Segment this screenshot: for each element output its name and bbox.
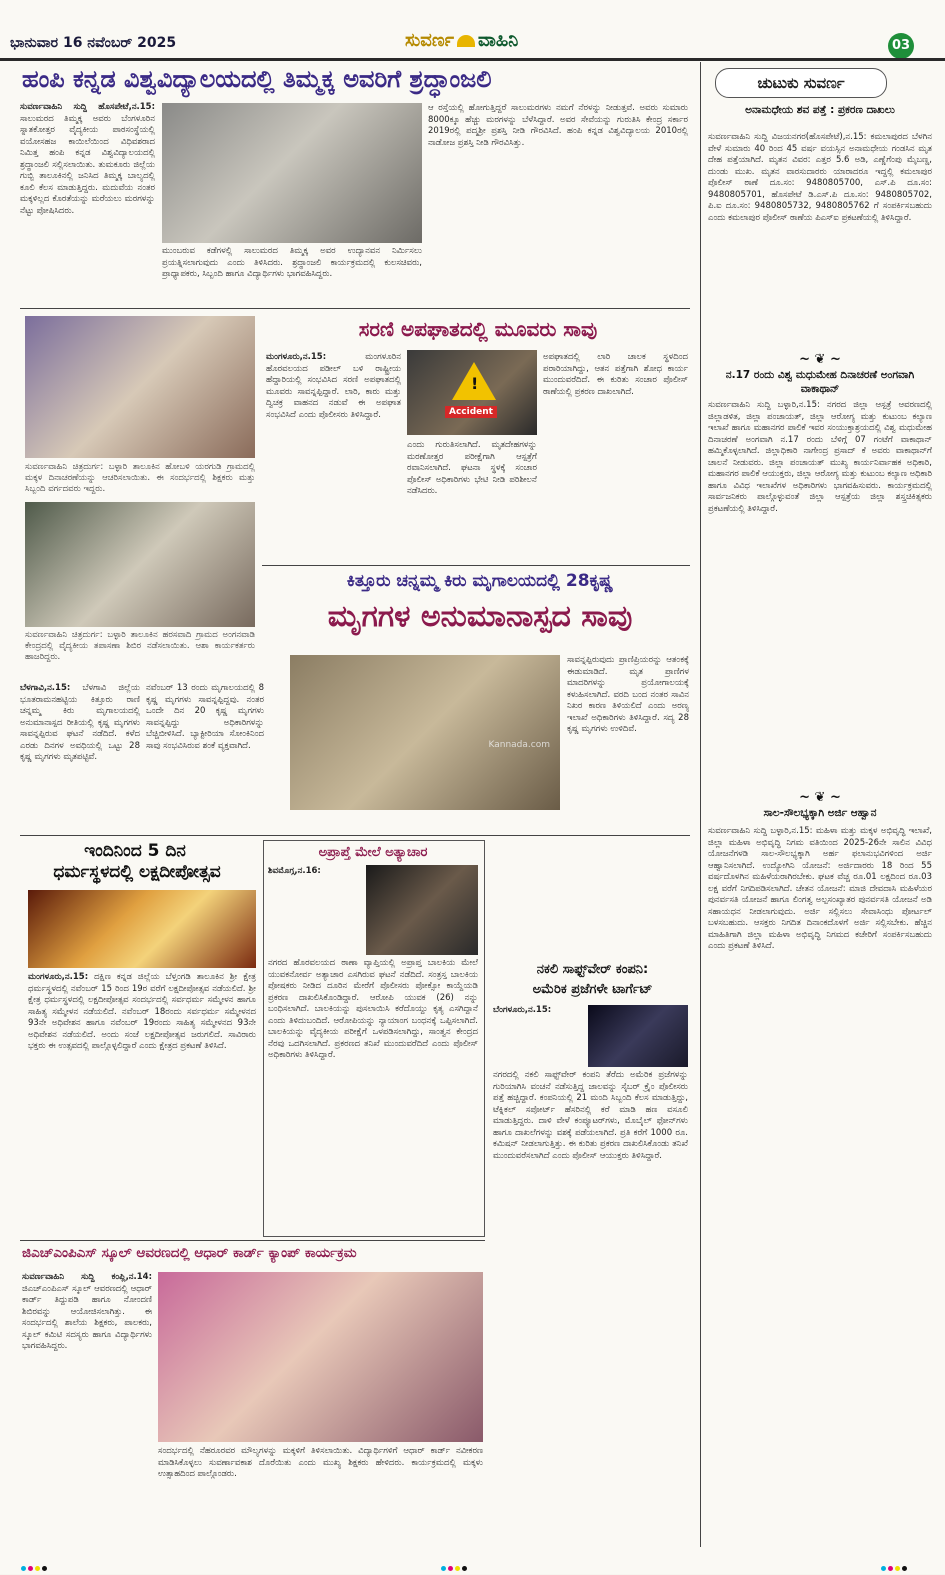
aadhaar-headline: ಜಿಎಚ್‌ಎಂಪಿಎಸ್ ಸ್ಕೂಲ್ ಆವರಣದಲ್ಲಿ ಆಧಾರ್ ಕಾರ್ಡ್ ಕ್ಯಾಂಪ್ ಕಾರ್ಯಕ್ರಮ <box>22 1245 357 1261</box>
accident-headline: ಸರಣಿ ಅಪಘಾತದಲ್ಲಿ ಮೂವರು ಸಾವು <box>358 317 598 341</box>
children-day-caption: ಸುವರ್ಣವಾಹಿನಿ ಚಿತ್ರದುರ್ಗ: ಬಳ್ಳಾರಿ ತಾಲೂಕಿನ ಹೋಬಳಿ ಯರಗುಡಿ ಗ್ರಾಮದಲ್ಲಿ ಮಕ್ಕಳ ದಿನಾಚರಣೆಯನ್ನು ಆಚರಿಸಲಾಯಿತು. ಈ ಸಂದರ್ಭದಲ್ಲಿ ಶಿಕ್ಷಕರು ಮತ್ತು ಸಿಬ್ಬಂದಿ ವರ್ಗದವರು ಇದ್ದರು. <box>25 462 255 494</box>
hampi-body-left <box>20 102 155 302</box>
logo-right: ವಾಹಿನಿ <box>477 30 519 51</box>
children-day-photo <box>25 316 255 458</box>
software-body: ನಗರದಲ್ಲಿ ನಕಲಿ ಸಾಫ್ಟ್‌ವೇರ್ ಕಂಪನಿ ತೆರೆದು ಅಮೆರಿಕ ಪ್ರಜೆಗಳನ್ನು ಗುರಿಯಾಗಿಸಿ ವಂಚನೆ ನಡೆಸುತ್ತಿದ್ದ ಜಾಲವನ್ನು ಸೈಬರ್ ಕ್ರೈಂ ಪೊಲೀಸರು ಪತ್ತೆ ಹಚ್ಚಿದ್ದಾರೆ. ಕಂಪನಿಯಲ್ಲಿ 21 ಮಂದಿ ಸಿಬ್ಬಂದಿ ಕೆಲಸ ಮಾಡುತ್ತಿದ್ದು, ಟೆಕ್ನಿಕಲ್ ಸಪೋರ್ಟ್ ಹೆಸರಿನಲ್ಲಿ ಕರೆ ಮಾಡಿ ಹಣ ವಸೂಲಿ ಮಾಡುತ್ತಿದ್ದರು. ದಾಳಿ ವೇಳೆ ಕಂಪ್ಯೂಟರ್‌ಗಳು, ಮೊಬೈಲ್ ಫೋನ್‌ಗಳು ಹಾಗೂ ದಾಖಲೆಗಳನ್ನು ವಶಕ್ಕೆ ಪಡೆಯಲಾಗಿದೆ. ಪ್ರತಿ ಕರೆಗೆ 1000 ರೂ. ಕಮಿಷನ್ ನೀಡಲಾಗುತ್ತಿತ್ತು. ಈ ಕುರಿತು ಪ್ರಕರಣ ದಾಖಲಿಸಿಕೊಂಡು ತನಿಖೆ ಮುಂದುವರೆಸಲಾಗಿದೆ ಎಂದು ಪೊಲೀಸ್ ಆಯುಕ್ತರು ತಿಳಿಸಿದ್ದಾರೆ. <box>493 1070 688 1161</box>
logo-left: ಸುವರ್ಣ <box>405 30 454 51</box>
sidebar-divider <box>700 62 701 1547</box>
lakshadeepa-body <box>28 972 256 1234</box>
lakshadeepa-headline-1: ಇಂದಿನಿಂದ 5 ದಿನ <box>84 841 186 861</box>
sidebar-heading: ಚುಟುಕು ಸುವರ್ಣ <box>715 68 887 98</box>
health-camp-caption: ಸುವರ್ಣವಾಹಿನಿ ಚಿತ್ರದುರ್ಗ: ಬಳ್ಳಾರಿ ತಾಲೂಕಿನ ಹರಸವಾದಿ ಗ್ರಾಮದ ಅಂಗನವಾಡಿ ಕೇಂದ್ರದಲ್ಲಿ ವೈದ್ಯಕೀಯ ತಪಾಸಣಾ ಶಿಬಿರ ನಡೆಸಲಾಯಿತು. ಆಶಾ ಕಾರ್ಯಕರ್ತರು ಹಾಜರಿದ್ದರು. <box>25 630 255 662</box>
print-register-marks <box>20 1556 48 1575</box>
divider <box>20 1240 485 1241</box>
page-number: 03 <box>888 33 914 59</box>
accident-body-mid: ಎಂದು ಗುರುತಿಸಲಾಗಿದೆ. ಮೃತದೇಹಗಳನ್ನು ಮರಣೋತ್ತರ ಪರೀಕ್ಷೆಗಾಗಿ ಆಸ್ಪತ್ರೆಗೆ ರವಾನಿಸಲಾಗಿದೆ. ಘಟನಾ ಸ್ಥಳಕ್ಕೆ ಸಂಚಾರ ಪೊಲೀಸ್ ಅಧಿಕಾರಿಗಳು ಭೇಟಿ ನೀಡಿ ಪರಿಶೀಲನೆ ನಡೆಸಿದರು. <box>407 440 537 496</box>
sidebar-item-2-title: ನ.17 ರಂದು ವಿಶ್ವ ಮಧುಮೇಹ ದಿನಾಚರಣೆ ಅಂಗವಾಗಿ ವಾಕಾಥಾನ್ <box>725 369 915 395</box>
photo-watermark: Kannada.com <box>488 740 550 750</box>
ornament-divider: ~ ❦ ~ <box>799 790 841 805</box>
minor-body-top <box>268 866 363 956</box>
lakshadeepa-text: ದಕ್ಷಿಣ ಕನ್ನಡ ಜಿಲ್ಲೆಯ ಬೆಳ್ತಂಗಡಿ ತಾಲೂಕಿನ ಶ್ರೀ ಕ್ಷೇತ್ರ ಧರ್ಮಸ್ಥಳದಲ್ಲಿ ನವೆಂಬರ್ 15 ರಿಂದ 19ರ ವರೆಗೆ ಲಕ್ಷದೀಪೋತ್ಸವ ನಡೆಯಲಿದೆ. ಶ್ರೀ ಕ್ಷೇತ್ರ ಧರ್ಮಸ್ಥಳದಲ್ಲಿ ಲಕ್ಷದೀಪೋತ್ಸವ ಸಂದರ್ಭದಲ್ಲಿ ಸರ್ವಧರ್ಮ ಸಮ್ಮೇಳನ ಹಾಗೂ ಸಾಹಿತ್ಯ ಸಮ್ಮೇಳನ ನಡೆಯಲಿದೆ. ನವೆಂಬರ್ 18ರಂದು ಸರ್ವಧರ್ಮ ಸಮ್ಮೇಳನದ 93ನೇ ಅಧಿವೇಶನ ಹಾಗೂ ನವೆಂಬರ್ 19ರಂದು ಸಾಹಿತ್ಯ ಸಮ್ಮೇಳನದ 93ನೇ ಅಧಿವೇಶನ ನಡೆಯಲಿದೆ. ಅಂದು ಸಂಜೆ ಲಕ್ಷದೀಪೋತ್ಸವ ಜರುಗಲಿದೆ. ಸಾವಿರಾರು ಭಕ್ತರು ಈ ಉತ್ಸವದಲ್ಲಿ ಪಾಲ್ಗೊಳ್ಳಲಿದ್ದಾರೆ ಎಂದು ಕ್ಷೇತ್ರದ ಪ್ರಕಟಣೆ ತಿಳಿಸಿದೆ. <box>28 972 256 1051</box>
minor-headline: ಅಪ್ರಾಪ್ತೆ ಮೇಲೆ ಅತ್ಯಾಚಾರ <box>318 845 428 860</box>
aadhaar-photo <box>158 1272 483 1442</box>
hampi-headline: ಹಂಪಿ ಕನ್ನಡ ವಿಶ್ವವಿದ್ಯಾಲಯದಲ್ಲಿ ತಿಮ್ಮಕ್ಕ ಅವರಿಗೆ ಶ್ರದ್ಧಾಂಜಲಿ <box>22 65 492 93</box>
accident-photo <box>407 350 537 435</box>
divider <box>20 835 690 836</box>
aadhaar-body-right: ಸಂದರ್ಭದಲ್ಲಿ ನೆಹರೂರವರ ಮೌಲ್ಯಗಳನ್ನು ಮಕ್ಕಳಿಗೆ ತಿಳಿಸಲಾಯಿತು. ವಿದ್ಯಾರ್ಥಿಗಳಿಗೆ ಆಧಾರ್ ಕಾರ್ಡ್ ನವೀಕರಣ ಮಾಡಿಸಿಕೊಳ್ಳಲು ಸುವರ್ಣಾವಕಾಶ ದೊರೆಯಿತು ಎಂದು ಮುಖ್ಯ ಶಿಕ್ಷಕರು ಹೇಳಿದರು. ಕಾರ್ಯಕ್ರಮದಲ್ಲಿ ಮಕ್ಕಳು ಉತ್ಸಾಹದಿಂದ ಪಾಲ್ಗೊಂಡರು. <box>158 1446 483 1479</box>
kittur-body-right: ಸಾವನ್ನಪ್ಪಿರುವುದು ಪ್ರಾಣಿಪ್ರಿಯರನ್ನು ಆತಂಕಕ್ಕೆ ಈಡುಮಾಡಿದೆ. ಮೃತ ಪ್ರಾಣಿಗಳ ಮಾದರಿಗಳನ್ನು ಪ್ರಯೋಗಾಲಯಕ್ಕೆ ಕಳುಹಿಸಲಾಗಿದೆ. ವರದಿ ಬಂದ ನಂತರ ಸಾವಿನ ನಿಖರ ಕಾರಣ ತಿಳಿಯಲಿದೆ ಎಂದು ಅರಣ್ಯ ಇಲಾಖೆ ಅಧಿಕಾರಿಗಳು ತಿಳಿಸಿದ್ದಾರೆ. ಸದ್ಯ 28 ಕೃಷ್ಣ ಮೃಗಗಳು ಉಳಿದಿವೆ. <box>567 655 689 734</box>
masthead-logo <box>405 30 518 52</box>
software-headline-1: ನಕಲಿ ಸಾಫ್ಟ್‌ವೇರ್ ಕಂಪನಿ: <box>536 962 649 977</box>
sidebar-item-3-body: ಸುವರ್ಣವಾಹಿನಿ ಸುದ್ದಿ ಬಳ್ಳಾರಿ,ನ.15: ಮಹಿಳಾ ಮತ್ತು ಮಕ್ಕಳ ಅಭಿವೃದ್ಧಿ ಇಲಾಖೆ, ಜಿಲ್ಲಾ ಮಹಿಳಾ ಅಭಿವೃದ್ಧಿ ನಿಗಮ ವತಿಯಿಂದ 2025-26ನೇ ಸಾಲಿನ ವಿವಿಧ ಯೋಜನೆಗಳಡಿ ಸಾಲ-ಸೌಲಭ್ಯಕ್ಕಾಗಿ ಅರ್ಹ ಫಲಾನುಭವಿಗಳಿಂದ ಅರ್ಜಿ ಆಹ್ವಾನಿಸಲಾಗಿದೆ. ಉದ್ಯೋಗಿನಿ ಯೋಜನೆ: ಅರ್ಜಿದಾರರು 18 ರಿಂದ 55 ವರ್ಷದೊಳಗಿನ ಮಹಿಳೆಯರಾಗಿರಬೇಕು. ಘಟಕ ವೆಚ್ಚ ರೂ.01 ಲಕ್ಷದಿಂದ ರೂ.03 ಲಕ್ಷ ವರೆಗೆ ನಿಗದಿಪಡಿಸಲಾಗಿದೆ. ಚೇತನ ಯೋಜನೆ: ಮಾಜಿ ದೇವದಾಸಿ ಮಹಿಳೆಯರ ಪುನರ್ವಸತಿ ಯೋಜನೆ ಹಾಗೂ ಲಿಂಗತ್ವ ಅಲ್ಪಸಂಖ್ಯಾತರ ಪುನರ್ವಸತಿ ಯೋಜನೆ ಅಡಿ ಸಹಾಯಧನ ನೀಡಲಾಗುವುದು. ಅರ್ಜಿ ಸಲ್ಲಿಸಲು ಸೇವಾಸಿಂಧು ಪೋರ್ಟಲ್ ಬಳಸಬಹುದು. ಆಸಕ್ತರು ನಿಗದಿತ ದಿನಾಂಕದೊಳಗೆ ಅರ್ಜಿ ಸಲ್ಲಿಸಬೇಕು. ಹೆಚ್ಚಿನ ಮಾಹಿತಿಗಾಗಿ ಜಿಲ್ಲಾ ಮಹಿಳಾ ಅಭಿವೃದ್ಧಿ ನಿಗಮದ ಕಚೇರಿಗೆ ಸಂಪರ್ಕಿಸಬಹುದು ಎಂದು ಪ್ರಕಟಣೆ ತಿಳಿಸಿದೆ. <box>708 826 932 951</box>
health-camp-photo <box>25 502 255 627</box>
accident-dateline: ಮಂಗಳೂರು,ನ.15: <box>266 352 327 362</box>
divider <box>20 308 690 309</box>
software-dateline: ಬೆಂಗಳೂರು,ನ.15: <box>493 1005 552 1015</box>
ornament-divider: ~ ❦ ~ <box>799 352 841 367</box>
minor-photo <box>366 865 478 955</box>
print-register-marks <box>880 1556 908 1575</box>
header-rule <box>0 58 945 61</box>
sidebar-item-1-title: ಅನಾಮಧೇಯ ಶವ ಪತ್ತೆ : ಪ್ರಕರಣ ದಾಖಲು <box>745 104 895 116</box>
hampi-body-mid: ಮುಂಬರುವ ಕಡೆಗಳಲ್ಲಿ ಸಾಲುಮರದ ತಿಮ್ಮಕ್ಕ ಅವರ ಉದ್ಯಾನವನ ನಿರ್ಮಿಸಲು ಪ್ರಯತ್ನಿಸಲಾಗುವುದು ಎಂದು ತಿಳಿಸಿದರು. ಶ್ರದ್ಧಾಂಜಲಿ ಕಾರ್ಯಕ್ರಮದಲ್ಲಿ ಕುಲಸಚಿವರು, ಪ್ರಾಧ್ಯಾಪಕರು, ಸಿಬ್ಬಂದಿ ಹಾಗೂ ವಿದ್ಯಾರ್ಥಿಗಳು ಭಾಗವಹಿಸಿದ್ದರು. <box>162 246 422 279</box>
sidebar-item-2-body: ಸುವರ್ಣವಾಹಿನಿ ಸುದ್ದಿ ಬಳ್ಳಾರಿ,ನ.15: ನಗರದ ಜಿಲ್ಲಾ ಆಸ್ಪತ್ರೆ ಆವರಣದಲ್ಲಿ ಜಿಲ್ಲಾಡಳಿತ, ಜಿಲ್ಲಾ ಪಂಚಾಯತ್, ಜಿಲ್ಲಾ ಆರೋಗ್ಯ ಮತ್ತು ಕುಟುಂಬ ಕಲ್ಯಾಣ ಇಲಾಖೆ ಹಾಗೂ ಮಹಾನಗರ ಪಾಲಿಕೆ ಇವರ ಸಂಯುಕ್ತಾಶ್ರಯದಲ್ಲಿ ವಿಶ್ವ ಮಧುಮೇಹ ದಿನಾಚರಣೆ ಅಂಗವಾಗಿ ನ.17 ರಂದು ಬೆಳಿಗ್ಗೆ 07 ಗಂಟೆಗೆ ವಾಕಾಥಾನ್ ಹಮ್ಮಿಕೊಳ್ಳಲಾಗಿದೆ. ಜಿಲ್ಲಾಧಿಕಾರಿ ನಾಗೇಂದ್ರ ಪ್ರಸಾದ್ ಕೆ ಅವರು ವಾಕಾಥಾನ್‌ಗೆ ಚಾಲನೆ ನೀಡುವರು. ಜಿಲ್ಲಾ ಪಂಚಾಯತ್ ಮುಖ್ಯ ಕಾರ್ಯನಿರ್ವಾಹಕ ಅಧಿಕಾರಿ, ಮಹಾನಗರ ಪಾಲಿಕೆ ಆಯುಕ್ತರು, ಜಿಲ್ಲಾ ಆರೋಗ್ಯ ಮತ್ತು ಕುಟುಂಬ ಕಲ್ಯಾಣ ಅಧಿಕಾರಿ ಹಾಗೂ ವಿವಿಧ ಇಲಾಖೆಗಳ ಅಧಿಕಾರಿಗಳು ಭಾಗವಹಿಸುವರು. ಕಾರ್ಯಕ್ರಮದಲ್ಲಿ ಸಾರ್ವಜನಿಕರು ಪಾಲ್ಗೊಳ್ಳುವಂತೆ ಜಿಲ್ಲಾ ಆಸ್ಪತ್ರೆಯ ಜಿಲ್ಲಾ ಶಸ್ತ್ರಚಿಕಿತ್ಸಕರು ಪ್ರಕಟಣೆಯಲ್ಲಿ ತಿಳಿಸಿದ್ದಾರೆ. <box>708 400 932 514</box>
accident-label: Accident <box>445 406 497 418</box>
software-headline-2: ಅಮೆರಿಕ ಪ್ರಜೆಗಳೇ ಟಾರ್ಗೆಟ್ <box>532 982 653 997</box>
aadhaar-dateline: ಸುವರ್ಣವಾಹಿನಿ ಸುದ್ದಿ ಕಂಪ್ಲಿ,ನ.14: <box>22 1272 152 1282</box>
lakshadeepa-dateline: ಮಂಗಳೂರು,ನ.15: <box>28 972 89 982</box>
aadhaar-body-left <box>22 1272 152 1527</box>
issue-date: ಭಾನುವಾರ 16 ನವೆಂಬರ್ 2025 <box>10 35 177 51</box>
hampi-body-right: ಆ ರಸ್ತೆಯಲ್ಲಿ ಹೋಗುತ್ತಿದ್ದರೆ ಸಾಲುಮರಗಳು ನಮಗೆ ನೆರಳನ್ನು ನೀಡುತ್ತವೆ. ಅವರು ಸುಮಾರು 8000ಕ್ಕೂ ಹೆಚ್ಚು ಮರಗಳನ್ನು ಬೆಳೆಸಿದ್ದಾರೆ. ಅವರ ಸೇವೆಯನ್ನು ಗುರುತಿಸಿ ಕೇಂದ್ರ ಸರ್ಕಾರ 2019ರಲ್ಲಿ ಪದ್ಮಶ್ರೀ ಪ್ರಶಸ್ತಿ ನೀಡಿ ಗೌರವಿಸಿದೆ. ಹಂಪಿ ಕನ್ನಡ ವಿಶ್ವವಿದ್ಯಾಲಯ 2010ರಲ್ಲಿ ನಾಡೋಜ ಪ್ರಶಸ್ತಿ ನೀಡಿ ಗೌರವಿಸಿತ್ತು. <box>428 103 688 148</box>
hampi-dateline: ಸುವರ್ಣವಾಹಿನಿ ಸುದ್ದಿ ಹೊಸಪೇಟೆ,ನ.15: <box>20 102 155 112</box>
sidebar-item-3-title: ಸಾಲ-ಸೌಲಭ್ಯಕ್ಕಾಗಿ ಅರ್ಜಿ ಆಹ್ವಾನ <box>763 807 877 819</box>
kittur-text-left: ಬೆಳಗಾವಿ ಜಿಲ್ಲೆಯ ಭೂತರಾಮನಹಟ್ಟಿಯ ಕಿತ್ತೂರು ರಾಣಿ ಚನ್ನಮ್ಮ ಕಿರು ಮೃಗಾಲಯದಲ್ಲಿ ಅನುಮಾನಾಸ್ಪದ ರೀತಿಯಲ್ಲಿ ಕೃಷ್ಣ ಮೃಗಗಳು ಸಾವನ್ನಪ್ಪಿರುವ ಘಟನೆ ನಡೆದಿದೆ. ಕಳೆದ ಎರಡು ದಿನಗಳ ಅವಧಿಯಲ್ಲಿ ಒಟ್ಟು 28 ಕೃಷ್ಣ ಮೃಗಗಳು ಮೃತಪಟ್ಟಿವೆ. <box>20 683 140 762</box>
hampi-text-left: ಸಾಲುಮರದ ತಿಮ್ಮಕ್ಕ ಅವರು ಬೆಂಗಳೂರಿನ ಸ್ನಾತಕೋತ್ತರ ವೈದ್ಯಕೀಯ ಪಾಠಸಂಸ್ಥೆಯಲ್ಲಿ ವಯೋಸಹಜ ಕಾಯಿಲೆಯಿಂದ ವಿಧಿವಶರಾದ ನಿಮಿತ್ತ ಹಂಪಿ ಕನ್ನಡ ವಿಶ್ವವಿದ್ಯಾಲಯದಲ್ಲಿ ಶ್ರದ್ಧಾಂಜಲಿ ಸಲ್ಲಿಸಲಾಯಿತು. ತುಮಕೂರು ಜಿಲ್ಲೆಯ ಗುಬ್ಬಿ ತಾಲೂಕಿನಲ್ಲಿ ಜನಿಸಿದ ತಿಮ್ಮಕ್ಕ ಬಾಲ್ಯದಲ್ಲಿ ಕೂಲಿ ಕೆಲಸ ಮಾಡುತ್ತಿದ್ದರು. ಮದುವೆಯ ನಂತರ ಮಕ್ಕಳಿಲ್ಲದ ಕೊರತೆಯನ್ನು ಮರೆಯಲು ಮರಗಳನ್ನು ನೆಟ್ಟು ಪೋಷಿಸಿದರು. <box>20 113 155 216</box>
hampi-photo <box>162 103 422 243</box>
lakshadeepa-headline-2: ಧರ್ಮಸ್ಥಳದಲ್ಲಿ ಲಕ್ಷದೀಪೋತ್ಸವ <box>53 862 221 882</box>
software-dateline-box <box>493 1005 583 1065</box>
kittur-body-left <box>20 683 140 823</box>
minor-dateline: ಶಿವಮೊಗ್ಗ,ನ.16: <box>268 866 321 876</box>
divider <box>262 565 690 566</box>
lakshadeepa-photo <box>28 890 256 968</box>
kittur-headline-1: ಕಿತ್ತೂರು ಚನ್ನಮ್ಮ ಕಿರು ಮೃಗಾಲಯದಲ್ಲಿ 28ಕೃಷ್ಣ <box>346 571 614 591</box>
hacker-photo <box>588 1005 688 1067</box>
print-register-marks <box>440 1556 468 1575</box>
accident-body-right: ಅಪಘಾತದಲ್ಲಿ ಲಾರಿ ಚಾಲಕ ಸ್ಥಳದಿಂದ ಪರಾರಿಯಾಗಿದ್ದು, ಆತನ ಪತ್ತೆಗಾಗಿ ಶೋಧ ಕಾರ್ಯ ಮುಂದುವರೆದಿದೆ. ಈ ಕುರಿತು ಸಂಚಾರ ಪೊಲೀಸ್ ಠಾಣೆಯಲ್ಲಿ ಪ್ರಕರಣ ದಾಖಲಾಗಿದೆ. <box>543 352 688 397</box>
exclamation-icon: ! <box>471 374 479 393</box>
minor-body: ನಗರದ ಹೊರವಲಯದ ಠಾಣಾ ವ್ಯಾಪ್ತಿಯಲ್ಲಿ ಅಪ್ರಾಪ್ತ ಬಾಲಕಿಯ ಮೇಲೆ ಯುವಕನೋರ್ವ ಅತ್ಯಾಚಾರ ಎಸಗಿರುವ ಘಟನೆ ನಡೆದಿದೆ. ಸಂತ್ರಸ್ತ ಬಾಲಕಿಯ ಪೋಷಕರು ನೀಡಿದ ದೂರಿನ ಮೇರೆಗೆ ಪೊಲೀಸರು ಪೋಕ್ಸೋ ಕಾಯ್ದೆಯಡಿ ಪ್ರಕರಣ ದಾಖಲಿಸಿಕೊಂಡಿದ್ದಾರೆ. ಆರೋಪಿ ಯುವಕ (26) ನನ್ನು ಬಂಧಿಸಲಾಗಿದೆ. ಬಾಲಕಿಯನ್ನು ಪುಸಲಾಯಿಸಿ ಕರೆದೊಯ್ದು ಕೃತ್ಯ ಎಸಗಿದ್ದಾನೆ ಎಂದು ತಿಳಿದುಬಂದಿದೆ. ಆರೋಪಿಯನ್ನು ನ್ಯಾಯಾಂಗ ಬಂಧನಕ್ಕೆ ಒಪ್ಪಿಸಲಾಗಿದೆ. ಬಾಲಕಿಯನ್ನು ವೈದ್ಯಕೀಯ ಪರೀಕ್ಷೆಗೆ ಒಳಪಡಿಸಲಾಗಿದ್ದು, ಸಾಂತ್ವನ ಕೇಂದ್ರದ ನೆರವು ಒದಗಿಸಲಾಗಿದೆ. ಪ್ರಕರಣದ ತನಿಖೆ ಮುಂದುವರೆದಿದೆ ಎಂದು ಪೊಲೀಸ್ ಅಧಿಕಾರಿಗಳು ತಿಳಿಸಿದ್ದಾರೆ. <box>268 958 478 1060</box>
blackbuck-photo <box>290 655 560 810</box>
sun-icon <box>457 35 475 47</box>
accident-text-left: ಮಂಗಳೂರಿನ ಹೊರವಲಯದ ಪಡೀಲ್ ಬಳಿ ರಾಷ್ಟ್ರೀಯ ಹೆದ್ದಾರಿಯಲ್ಲಿ ಸಂಭವಿಸಿದ ಸರಣಿ ಅಪಘಾತದಲ್ಲಿ ಮೂವರು ಸಾವನ್ನಪ್ಪಿದ್ದಾರೆ. ಲಾರಿ, ಕಾರು ಮತ್ತು ದ್ವಿಚಕ್ರ ವಾಹನದ ನಡುವೆ ಈ ಅಪಘಾತ ಸಂಭವಿಸಿದೆ ಎಂದು ಪೊಲೀಸರು ತಿಳಿಸಿದ್ದಾರೆ. <box>266 352 401 420</box>
kittur-body-mid: ನವೆಂಬರ್ 13 ರಂದು ಮೃಗಾಲಯದಲ್ಲಿ 8 ಕೃಷ್ಣ ಮೃಗಗಳು ಸಾವನ್ನಪ್ಪಿದ್ದವು. ನಂತರ ಒಂದೇ ದಿನ 20 ಕೃಷ್ಣ ಮೃಗಗಳು ಸಾವನ್ನಪ್ಪಿದ್ದು ಅಧಿಕಾರಿಗಳನ್ನು ಬೆಚ್ಚಿಬೀಳಿಸಿದೆ. ಬ್ಯಾಕ್ಟೀರಿಯಾ ಸೋಂಕಿನಿಂದ ಸಾವು ಸಂಭವಿಸಿರುವ ಶಂಕೆ ವ್ಯಕ್ತವಾಗಿದೆ. <box>146 683 264 751</box>
aadhaar-text-left: ಜಿಎಚ್‌ಎಂಪಿಎಸ್ ಸ್ಕೂಲ್ ಆವರಣದಲ್ಲಿ ಆಧಾರ್ ಕಾರ್ಡ್ ತಿದ್ದುಪಡಿ ಹಾಗೂ ನೋಂದಣಿ ಶಿಬಿರವನ್ನು ಆಯೋಜಿಸಲಾಗಿತ್ತು. ಈ ಸಂದರ್ಭದಲ್ಲಿ ಶಾಲೆಯ ಶಿಕ್ಷಕರು, ಪಾಲಕರು, ಸ್ಕೂಲ್ ಕಮಿಟಿ ಸದಸ್ಯರು ಹಾಗೂ ವಿದ್ಯಾರ್ಥಿಗಳು ಭಾಗವಹಿಸಿದ್ದರು. <box>22 1283 152 1351</box>
kittur-headline-2: ಮೃಗಗಳ ಅನುಮಾನಾಸ್ಪದ ಸಾವು <box>327 599 633 634</box>
sidebar-item-1-body: ಸುವರ್ಣವಾಹಿನಿ ಸುದ್ದಿ ವಿಜಯನಗರ(ಹೊಸಪೇಟೆ),ನ.15: ಕಮಲಾಪುರದ ಬೆಳಗಿನ ವೇಳೆ ಸುಮಾರು 40 ರಿಂದ 45 ವರ್ಷ ವಯಸ್ಸಿನ ಅನಾಮಧೇಯ ಗಂಡಸಿನ ಮೃತ ದೇಹ ಪತ್ತೆಯಾಗಿದೆ. ಮೃತನ ವಿವರ: ಎತ್ತರ 5.6 ಅಡಿ, ಎಣ್ಣೆಗೆಂಪು ಮೈಬಣ್ಣ, ದುಂಡು ಮುಖ. ಮೃತನ ವಾರಸುದಾರರು ಯಾರಾದರೂ ಇದ್ದಲ್ಲಿ ಕಮಲಾಪುರ ಪೊಲೀಸ್ ಠಾಣೆ ದೂ.ಸಂ: 9480805700, ಎಸ್.ಪಿ ದೂ.ಸಂ: 9480805701, ಹೊಸಪೇಟೆ ಡಿ.ಎಸ್.ಪಿ ದೂ.ಸಂ: 9480805702, ಪಿ.ಐ ದೂ.ಸಂ: 9480805732, 9480805762 ಗೆ ಸಂಪರ್ಕಿಸಬಹುದು ಎಂದು ಕಮಲಾಪುರ ಪೊಲೀಸ್ ಠಾಣೆಯ ಪಿಎಸ್‌ಐ ಪ್ರಕಟಣೆಯಲ್ಲಿ ತಿಳಿಸಿದ್ದಾರೆ. <box>708 132 932 223</box>
accident-body-left <box>266 352 401 557</box>
kittur-dateline: ಬೆಳಗಾವಿ,ನ.15: <box>20 683 71 693</box>
